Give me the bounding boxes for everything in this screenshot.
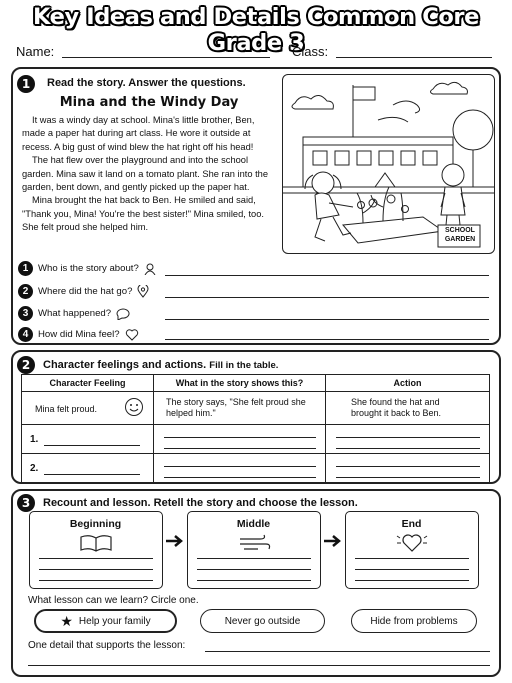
story-text bbox=[22, 114, 278, 235]
blank-row-1-action[interactable] bbox=[326, 425, 490, 454]
blank-row-2-line[interactable] bbox=[44, 474, 140, 475]
question-2-number: 2 bbox=[18, 284, 33, 299]
question-4-number: 4 bbox=[18, 327, 33, 342]
example-evidence: The story says, "She felt proud she helped him." bbox=[154, 392, 326, 425]
col-header-feeling: Character Feeling bbox=[22, 375, 154, 392]
open-book-icon bbox=[79, 534, 113, 552]
table-row bbox=[22, 454, 490, 483]
star-icon: ★ bbox=[60, 613, 73, 629]
blank-row-2-evidence[interactable] bbox=[154, 454, 326, 483]
blank-row-1-evidence[interactable] bbox=[154, 425, 326, 454]
lesson-option-3-label: Hide from problems bbox=[370, 615, 458, 627]
detail-line-2[interactable] bbox=[28, 665, 490, 666]
answer-line-4[interactable] bbox=[165, 339, 489, 340]
sign-text-line-2: GARDEN bbox=[444, 236, 476, 243]
class-line[interactable] bbox=[336, 57, 492, 58]
section-1-instruction: Read the story. Answer the questions. bbox=[47, 77, 246, 89]
question-1 bbox=[18, 261, 156, 276]
card-middle-label: Middle bbox=[236, 518, 271, 530]
section-3-title: Recount and lesson. Retell the story and choose the lesson. bbox=[43, 497, 358, 509]
page-title: Key Ideas and Details Common Core Grade 3 bbox=[33, 4, 479, 56]
location-pin-icon bbox=[137, 285, 149, 298]
card-beginning-label: Beginning bbox=[69, 518, 122, 530]
person-icon bbox=[144, 263, 156, 275]
card-middle-line-1[interactable] bbox=[197, 558, 311, 559]
answer-line-1[interactable] bbox=[165, 275, 489, 276]
lesson-option-never-go-outside[interactable] bbox=[200, 609, 325, 633]
arrow-right-icon bbox=[323, 535, 343, 547]
card-end-line-2[interactable] bbox=[355, 569, 469, 570]
blank-row-2-action-line-1[interactable] bbox=[336, 466, 480, 467]
story-illustration bbox=[282, 74, 495, 254]
col-header-action: Action bbox=[326, 375, 490, 392]
story-title: Mina and the Windy Day bbox=[59, 95, 239, 110]
detail-prompt: One detail that supports the lesson: bbox=[28, 640, 186, 651]
wind-icon bbox=[237, 534, 271, 552]
story-paragraph-3: Mina brought the hat back to Ben. He smiled and said, "Thank you, Mina! You're the best sister!" Mina smiled, too. She felt proud she helped him. bbox=[22, 195, 264, 233]
card-beginning-line-2[interactable] bbox=[39, 569, 153, 570]
detail-line-1[interactable] bbox=[205, 651, 490, 652]
blank-row-2-evidence-line-2[interactable] bbox=[164, 477, 316, 478]
card-beginning-line-1[interactable] bbox=[39, 558, 153, 559]
table-row bbox=[22, 425, 490, 454]
answer-line-3[interactable] bbox=[165, 319, 489, 320]
lesson-option-2-label: Never go outside bbox=[224, 615, 301, 627]
section-2-subtitle: Fill in the table. bbox=[209, 360, 279, 371]
blank-row-2-label: 2. bbox=[30, 463, 39, 474]
card-middle-line-2[interactable] bbox=[197, 569, 311, 570]
card-end bbox=[345, 511, 479, 589]
story-paragraph-1: It was a windy day at school. Mina's little brother, Ben, made a paper hat during art class. He wore it outside at recess. A big gust of wind blew the hat right off his head! bbox=[22, 115, 255, 152]
answer-line-2[interactable] bbox=[165, 297, 489, 298]
card-middle bbox=[187, 511, 321, 589]
blank-row-2-evidence-line-1[interactable] bbox=[164, 466, 316, 467]
col-header-evidence: What in the story shows this? bbox=[154, 375, 326, 392]
lesson-option-hide-from-problems[interactable] bbox=[351, 609, 477, 633]
card-middle-line-3[interactable] bbox=[197, 580, 311, 581]
heart-icon bbox=[125, 329, 139, 341]
section-2-number: 2 bbox=[17, 356, 35, 374]
question-4 bbox=[18, 327, 139, 342]
lesson-option-help-your-family[interactable] bbox=[34, 609, 177, 633]
question-3 bbox=[18, 306, 130, 321]
blank-row-1-action-line-2[interactable] bbox=[336, 448, 480, 449]
feelings-table bbox=[21, 374, 490, 483]
name-label: Name: bbox=[16, 44, 55, 59]
section-3-number: 3 bbox=[17, 494, 35, 512]
question-3-number: 3 bbox=[18, 306, 33, 321]
example-feeling-cell bbox=[22, 392, 154, 425]
blank-row-1-action-line-1[interactable] bbox=[336, 437, 480, 438]
blank-row-2-feeling[interactable] bbox=[22, 454, 154, 483]
card-end-label: End bbox=[401, 518, 422, 530]
class-label: Class: bbox=[292, 44, 329, 59]
blank-row-2-action[interactable] bbox=[326, 454, 490, 483]
blank-row-2-action-line-2[interactable] bbox=[336, 477, 480, 478]
section-1-number: 1 bbox=[17, 75, 35, 93]
speech-bubble-icon bbox=[116, 308, 130, 320]
name-line[interactable] bbox=[62, 57, 270, 58]
example-feeling: Mina felt proud. bbox=[35, 404, 98, 414]
question-4-text: How did Mina feel? bbox=[38, 329, 120, 340]
section-2-heading bbox=[43, 359, 278, 371]
smiley-icon bbox=[124, 397, 144, 417]
heart-icon bbox=[395, 532, 429, 554]
blank-row-1-evidence-line-2[interactable] bbox=[164, 448, 316, 449]
blank-row-1-feeling[interactable] bbox=[22, 425, 154, 454]
question-3-text: What happened? bbox=[38, 308, 112, 319]
question-2 bbox=[18, 284, 149, 299]
example-action: She found the hat and brought it back to Ben. bbox=[326, 392, 490, 425]
card-beginning bbox=[29, 511, 163, 589]
card-end-line-1[interactable] bbox=[355, 558, 469, 559]
table-row bbox=[22, 392, 490, 425]
lesson-prompt: What lesson can we learn? Circle one. bbox=[28, 595, 199, 606]
blank-row-1-line[interactable] bbox=[44, 445, 140, 446]
story-paragraph-2: The hat flew over the playground and into the school garden. Mina saw it land on a tomato plant. She ran into the garden, bent down, and gently picked up the paper hat. bbox=[22, 155, 269, 193]
question-1-number: 1 bbox=[18, 261, 33, 276]
card-end-line-3[interactable] bbox=[355, 580, 469, 581]
table-header-row bbox=[22, 375, 490, 392]
blank-row-1-evidence-line-1[interactable] bbox=[164, 437, 316, 438]
sign-text-line-1: SCHOOL bbox=[445, 227, 475, 234]
question-1-text: Who is the story about? bbox=[38, 263, 139, 274]
section-2-title: Character feelings and actions. bbox=[43, 359, 207, 371]
question-2-text: Where did the hat go? bbox=[38, 286, 133, 297]
blank-row-1-label: 1. bbox=[30, 434, 39, 445]
lesson-option-1-label: Help your family bbox=[78, 615, 151, 627]
card-beginning-line-3[interactable] bbox=[39, 580, 153, 581]
arrow-right-icon bbox=[165, 535, 185, 547]
